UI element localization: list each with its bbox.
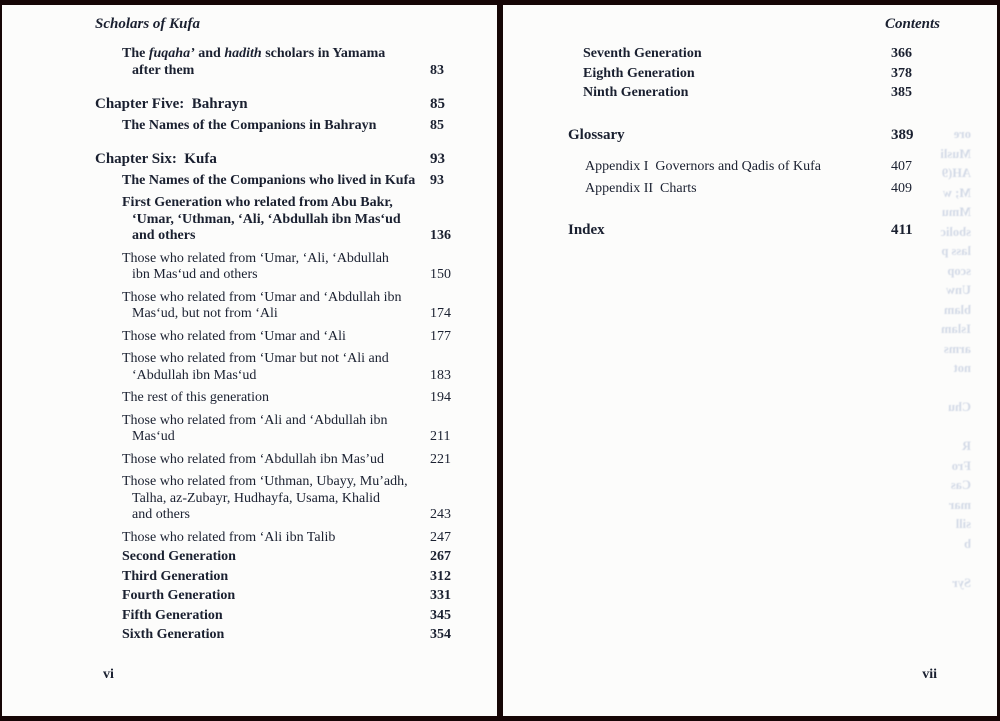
- toc-entry: [95, 608, 470, 625]
- toc-entry-page-number: 385: [891, 85, 912, 100]
- toc-entry: [568, 85, 957, 102]
- showthrough-fragment: scop: [947, 263, 971, 278]
- toc-entry-title: Those who related from ‘Umar, ‘Ali, ‘Abdullah ibn Mas‘ud and others: [122, 250, 389, 282]
- toc-entry-page-number: 378: [891, 65, 912, 81]
- showthrough-fragment: AH(9: [941, 166, 971, 180]
- showthrough-fragment: arms: [943, 341, 971, 356]
- toc-entry-title: Sixth Generation: [122, 627, 225, 642]
- toc-entry: [95, 452, 470, 469]
- toc-entry-title: Those who related from ‘Umar but not ‘Ali and ‘Abdullah ibn Mas‘ud: [122, 351, 389, 383]
- showthrough-fragment: M; w: [942, 185, 971, 200]
- toc-entry-title: The rest of this generation: [122, 390, 269, 405]
- toc-entry-page-number: 211: [430, 429, 451, 444]
- left-page: [2, 5, 497, 716]
- toc-entry-page-number: 83: [430, 62, 444, 78]
- toc-entry-page-number: 389: [891, 126, 914, 143]
- showthrough-fragment: blam: [943, 302, 971, 317]
- showthrough-fragment: lass p: [941, 244, 971, 258]
- toc-entry-page-number: 354: [430, 627, 451, 642]
- toc-entry-page-number: 312: [430, 568, 451, 584]
- showthrough-fragment: not: [953, 361, 971, 375]
- toc-entry: [95, 173, 470, 190]
- showthrough-fragment: Mmu: [941, 205, 971, 219]
- toc-entry-page-number: 243: [430, 507, 451, 522]
- toc-entry: [95, 251, 470, 284]
- toc-entry-title: Appendix II Charts: [585, 180, 697, 196]
- toc-entry-page-number: 93: [430, 172, 444, 188]
- showthrough-fragment: [923, 554, 971, 574]
- showthrough-fragment: b: [964, 536, 971, 551]
- toc-entry-page-number: 411: [891, 222, 913, 238]
- toc-entry: [95, 569, 470, 586]
- toc-entry-title: The Names of the Companions who lived in Kufa: [122, 172, 416, 188]
- toc-entry-page-number: 136: [430, 228, 451, 243]
- toc-entry-page-number: 183: [430, 367, 451, 383]
- left-table-of-contents: [2, 5, 497, 644]
- showthrough-fragment: sill: [955, 517, 971, 531]
- toc-entry-title: Those who related from ‘Umar and ‘Abdullah ibn Mas‘ud, but not from ‘Ali: [122, 289, 402, 321]
- toc-entry: [95, 195, 470, 245]
- right-running-head: Contents: [884, 16, 940, 32]
- toc-entry-page-number: 345: [430, 607, 451, 623]
- toc-entry-title: First Generation who related from Abu Bakr, ‘Umar, ‘Uthman, ‘Ali, ‘Abdullah ibn Mas‘ud and others: [122, 195, 401, 243]
- showthrough-fragment: mar: [948, 497, 971, 512]
- toc-entry-page-number: 331: [430, 588, 451, 603]
- toc-entry-title: Second Generation: [122, 549, 236, 564]
- toc-entry: [95, 390, 470, 407]
- showthrough-fragment: [923, 379, 971, 399]
- toc-entry: [568, 159, 957, 176]
- toc-entry-title: Index: [568, 222, 605, 238]
- toc-entry: [568, 66, 957, 83]
- toc-entry: [95, 46, 470, 79]
- showthrough-fragment: [923, 418, 971, 438]
- toc-entry-title: Ninth Generation: [583, 85, 689, 100]
- toc-entry: [95, 588, 470, 605]
- toc-entry-title: Those who related from ‘Umar and ‘Ali: [122, 328, 346, 344]
- toc-entry-page-number: 93: [430, 151, 445, 167]
- showthrough-fragment: Unw: [945, 283, 971, 297]
- toc-entry-title: Those who related from ‘Abdullah ibn Mas’ud: [122, 451, 385, 467]
- left-running-head: Scholars of Kufa: [95, 16, 201, 32]
- toc-entry-title: Those who related from ‘Ali ibn Talib: [122, 529, 336, 545]
- toc-entry-page-number: 366: [891, 46, 912, 61]
- toc-entry: [568, 46, 957, 63]
- toc-entry-title: The Names of the Companions in Bahrayn: [122, 117, 377, 133]
- toc-entry: [95, 118, 470, 135]
- toc-entry: [95, 627, 470, 644]
- toc-entry: [568, 222, 957, 239]
- toc-entry-title: Seventh Generation: [583, 46, 702, 61]
- toc-entry-title: Eighth Generation: [583, 65, 695, 81]
- toc-entry: [95, 290, 470, 323]
- toc-entry: [95, 530, 470, 547]
- toc-entry: [568, 127, 957, 144]
- showthrough-fragment: Islam: [941, 322, 971, 336]
- toc-entry-title: Appendix I Governors and Qadis of Kufa: [585, 159, 821, 174]
- toc-entry-title: The fuqaha’ and hadith scholars in Yamama after them: [122, 46, 386, 78]
- toc-entry: [568, 181, 957, 198]
- toc-entry: [95, 413, 470, 446]
- toc-entry-page-number: 85: [430, 96, 445, 112]
- page-showthrough-text: [923, 125, 971, 595]
- toc-entry-title: Third Generation: [122, 568, 229, 584]
- toc-entry-page-number: 409: [891, 180, 912, 196]
- toc-entry: [95, 549, 470, 566]
- toc-entry-page-number: 221: [430, 451, 451, 467]
- toc-entry-title: Those who related from ‘Ali and ‘Abdullah ibn Mas‘ud: [122, 412, 388, 444]
- toc-entry-title: Fifth Generation: [122, 607, 223, 623]
- showthrough-fragment: Syr: [952, 575, 971, 590]
- showthrough-fragment: R: [961, 439, 971, 453]
- toc-entry: [95, 96, 470, 113]
- toc-entry-title: Fourth Generation: [122, 588, 236, 603]
- right-folio: vii: [922, 667, 937, 682]
- showthrough-fragment: Chu: [948, 400, 971, 414]
- showthrough-fragment: Musli: [940, 146, 971, 161]
- showthrough-fragment: ore: [953, 127, 971, 141]
- toc-entry-page-number: 177: [430, 328, 451, 344]
- left-folio: vi: [103, 667, 114, 682]
- toc-entry-page-number: 247: [430, 529, 451, 545]
- right-page: [503, 5, 997, 716]
- toc-entry-title: Chapter Five: Bahrayn: [95, 96, 248, 112]
- toc-entry: [95, 351, 470, 384]
- toc-entry: [95, 329, 470, 346]
- showthrough-fragment: Fro: [951, 458, 971, 473]
- toc-entry: [95, 474, 470, 524]
- toc-entry-title: Chapter Six: Kufa: [95, 151, 217, 167]
- toc-entry: [95, 151, 470, 168]
- showthrough-fragment: sbolic: [940, 224, 971, 239]
- toc-entry-page-number: 407: [891, 159, 912, 174]
- toc-entry-title: Glossary: [568, 126, 625, 143]
- toc-entry-page-number: 150: [430, 267, 451, 282]
- toc-entry-page-number: 267: [430, 549, 451, 564]
- showthrough-fragment: Cas: [950, 478, 971, 492]
- toc-entry-page-number: 85: [430, 117, 444, 133]
- toc-entry-title: Those who related from ‘Uthman, Ubayy, Mu’adh, Talha, az-Zubayr, Hudhayfa, Usama, Khalid and others: [122, 474, 408, 522]
- toc-entry-page-number: 174: [430, 306, 451, 321]
- toc-entry-page-number: 194: [430, 390, 451, 405]
